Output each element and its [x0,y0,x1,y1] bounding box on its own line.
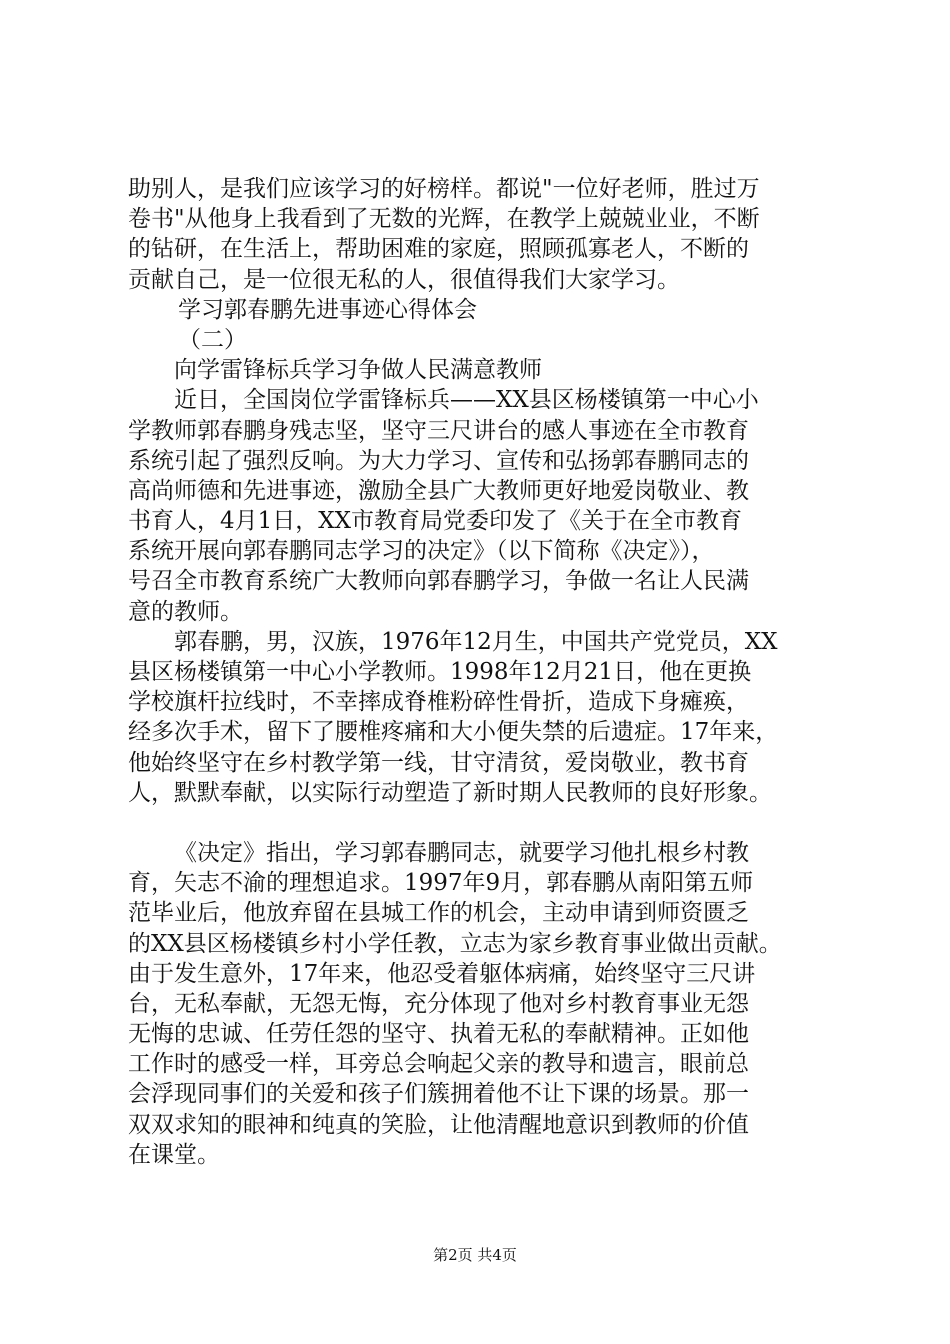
text-line: 《决定》指出，学习郭春鹏同志，就要学习他扎根乡村教 [174,839,749,866]
text-line: 育，矢志不渝的理想追求。1997年9月，郭春鹏从南阳第五师 [128,870,754,897]
text-line: 双双求知的眼神和纯真的笑脸，让他清醒地意识到教师的价值 [128,1111,749,1138]
document-body [128,174,828,1170]
text-line: 县区杨楼镇第一中心小学教师。1998年12月21日，他在更换 [128,659,752,685]
text-line: 工作时的感受一样，耳旁总会响起父亲的教导和遗言，眼前总 [128,1051,749,1078]
page-number: 第2页 共4页 [433,1246,517,1264]
text-line: 会浮现同事们的关爱和孩子们簇拥着他不让下课的场景。那一 [128,1081,749,1108]
text-line: 意的教师。 [128,598,243,625]
text-line: 他始终坚守在乡村教学第一线，甘守清贫，爱岗敬业，教书育 [128,749,749,776]
page-footer [0,1244,950,1265]
text-line: 由于发生意外，17年来，他忍受着躯体病痛，始终坚守三尺讲 [128,960,756,987]
text-line: 号召全市教育系统广大教师向郭春鹏学习，争做一名让人民满 [128,568,749,595]
text-line: 台，无私奉献，无怨无悔，充分体现了他对乡村教育事业无怨 [128,990,749,1017]
text-line: 系统开展向郭春鹏同志学习的决定》（以下简称《决定》）， [128,538,715,565]
text-line: 贡献自己，是一位很无私的人，很值得我们大家学习。 [128,266,680,293]
paragraph-2 [128,627,828,808]
section-title: 学习郭春鹏先进事迹心得体会 [178,296,477,323]
text-line: 卷书"从他身上我看到了无数的光辉，在教学上兢兢业业，不断 [128,206,760,233]
text-line: 书育人，4月1日，XX市教育局党委印发了《关于在全市教育 [128,508,743,535]
text-line: 的XX县区杨楼镇乡村小学任教，立志为家乡教育事业做出贡献。 [128,930,782,957]
paragraph-1 [128,385,828,627]
paragraph-intro [128,174,828,295]
text-line: 近日，全国岗位学雷锋标兵——XX县区杨楼镇第一中心小 [174,387,759,414]
section-number: （二） [178,326,247,353]
paragraph-3 [128,838,828,1170]
text-line: 人，默默奉献，以实际行动塑造了新时期人民教师的良好形象。 [128,779,772,806]
text-line: 无悔的忠诚、任劳任怨的坚守、执着无私的奉献精神。正如他 [128,1021,749,1048]
section-subtitle: 向学雷锋标兵学习争做人民满意教师 [174,357,542,384]
text-line: 的钻研，在生活上，帮助困难的家庭，照顾孤寡老人，不断的 [128,236,749,263]
paragraph-spacer [128,808,828,838]
text-line: 郭春鹏，男，汉族，1976年12月生，中国共产党党员，XX [174,628,778,655]
text-line: 学教师郭春鹏身残志坚，坚守三尺讲台的感人事迹在全市教育 [128,417,749,444]
text-line: 经多次手术，留下了腰椎疼痛和大小便失禁的后遗症。17年来， [128,719,779,746]
text-line: 范毕业后，他放弃留在县城工作的机会，主动申请到师资匮乏 [128,900,749,927]
text-line: 助别人，是我们应该学习的好榜样。都说"一位好老师，胜过万 [128,176,760,202]
text-line: 在课堂。 [128,1141,220,1168]
text-line: 学校旗杆拉线时，不幸摔成脊椎粉碎性骨折，造成下身瘫痪， [128,689,749,716]
text-line: 系统引起了强烈反响。为大力学习、宣传和弘扬郭春鹏同志的 [128,447,749,474]
text-line: 高尚师德和先进事迹，激励全县广大教师更好地爱岗敬业、教 [128,477,749,504]
